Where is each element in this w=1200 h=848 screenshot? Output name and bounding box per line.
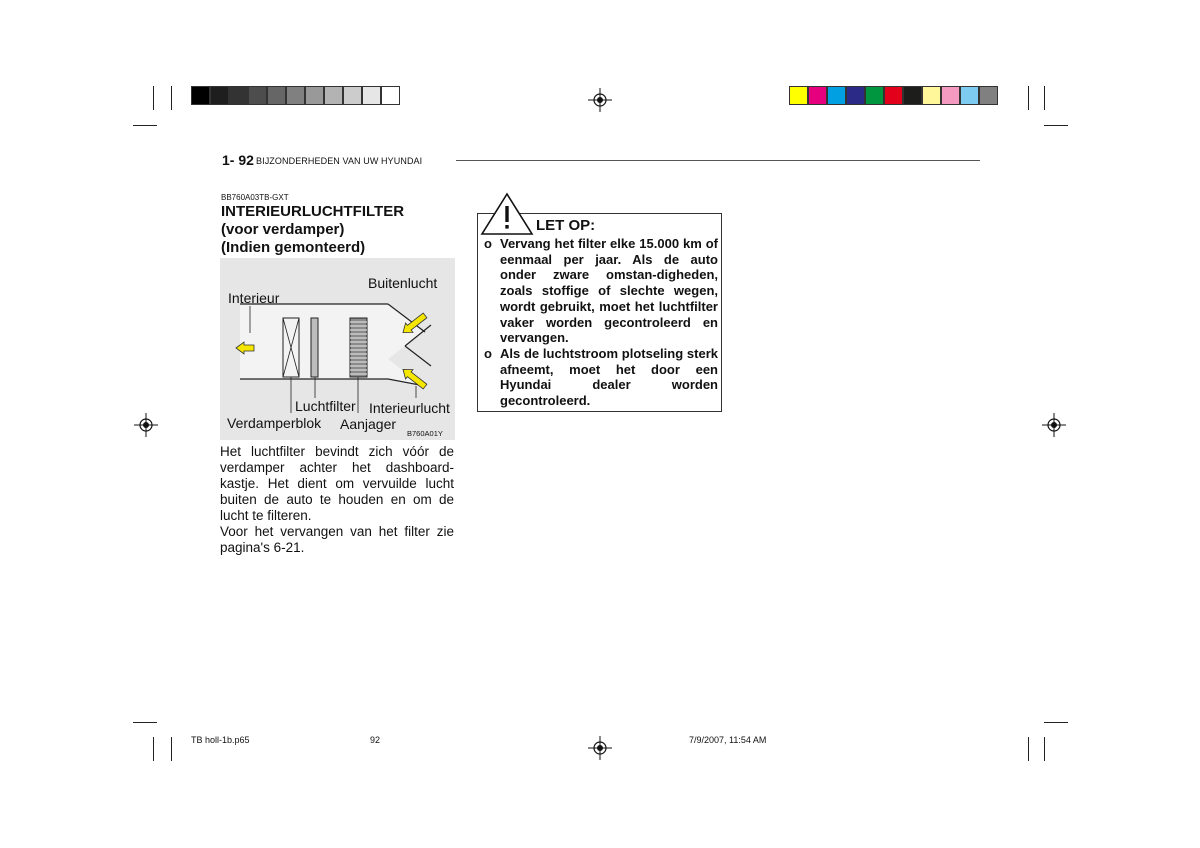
- figure-code: B760A01Y: [407, 429, 443, 438]
- color-swatch: [286, 86, 305, 105]
- color-swatch: [960, 86, 979, 105]
- color-swatch: [922, 86, 941, 105]
- caution-item-text: Vervang het filter elke 15.000 km of eenmaal per jaar. Als de auto onder zware omstan-digheden, zoals stoffige of slechte wegen, wordt gebruikt, moet het luchtfilter vaker worden gecontroleerd en vervangen.: [500, 236, 718, 346]
- caution-item: [484, 236, 718, 346]
- body-paragraph: Voor het vervangen van het filter zie pagina's 6-21.: [220, 524, 454, 555]
- body-paragraph: Het luchtfilter bevindt zich vóór de verdamper achter het dashboard-kastje. Het dient om vervuilde lucht buiten de auto te houden en om de lucht te filteren.: [220, 444, 454, 523]
- color-swatch-strip: [789, 86, 998, 105]
- color-swatch: [884, 86, 903, 105]
- color-swatch: [191, 86, 210, 105]
- footer-file: TB holl-1b.p65: [191, 735, 250, 745]
- section-header-title: BIJZONDERHEDEN VAN UW HYUNDAI: [256, 156, 423, 166]
- registration-target-icon: [134, 413, 158, 437]
- color-swatch: [343, 86, 362, 105]
- warning-triangle-icon: [478, 192, 536, 236]
- color-swatch: [248, 86, 267, 105]
- label-buitenlucht: Buitenlucht: [368, 275, 438, 291]
- registration-target-icon: [588, 88, 612, 112]
- color-swatch: [903, 86, 922, 105]
- caution-item-text: Als de luchtstroom plotseling sterk afneemt, moet het door een Hyundai dealer worden gecontroleerd.: [500, 345, 718, 409]
- color-swatch: [267, 86, 286, 105]
- color-swatch: [324, 86, 343, 105]
- caution-list: [484, 236, 718, 409]
- page-number: 1- 92: [222, 152, 254, 168]
- label-verdamperblok: Verdamperblok: [227, 415, 322, 431]
- body-text: [220, 444, 454, 556]
- color-swatch: [210, 86, 229, 105]
- color-swatch: [305, 86, 324, 105]
- section-title: [221, 203, 404, 257]
- color-swatch: [846, 86, 865, 105]
- footer-timestamp: 7/9/2007, 11:54 AM: [689, 735, 767, 745]
- section-title-line: INTERIEURLUCHTFILTER: [221, 203, 405, 220]
- label-luchtfilter: Luchtfilter: [295, 398, 356, 414]
- color-swatch: [789, 86, 808, 105]
- color-swatch: [941, 86, 960, 105]
- color-swatch: [979, 86, 998, 105]
- registration-target-icon: [588, 736, 612, 760]
- grayscale-swatch-strip: [191, 86, 400, 105]
- caution-box: [477, 213, 722, 412]
- color-swatch: [808, 86, 827, 105]
- color-swatch: [362, 86, 381, 105]
- caution-item: [484, 346, 718, 409]
- caution-bullet: o: [484, 345, 492, 361]
- section-code: BB760A03TB-GXT: [221, 193, 289, 202]
- label-interieurlucht: Interieurlucht: [369, 400, 450, 416]
- color-swatch: [865, 86, 884, 105]
- caution-bullet: o: [484, 236, 492, 251]
- color-swatch: [381, 86, 400, 105]
- color-swatch: [229, 86, 248, 105]
- footer-page: 92: [370, 735, 381, 745]
- air-filter-diagram: [220, 258, 455, 440]
- caution-heading: LET OP:: [536, 217, 596, 234]
- color-swatch: [827, 86, 846, 105]
- label-interieur: Interieur: [228, 290, 280, 306]
- label-aanjager: Aanjager: [340, 416, 397, 432]
- header-rule: [456, 160, 980, 161]
- registration-target-icon: [1042, 413, 1066, 437]
- section-title-line: (voor verdamper): [221, 221, 345, 238]
- section-title-line: (Indien gemonteerd): [221, 239, 366, 256]
